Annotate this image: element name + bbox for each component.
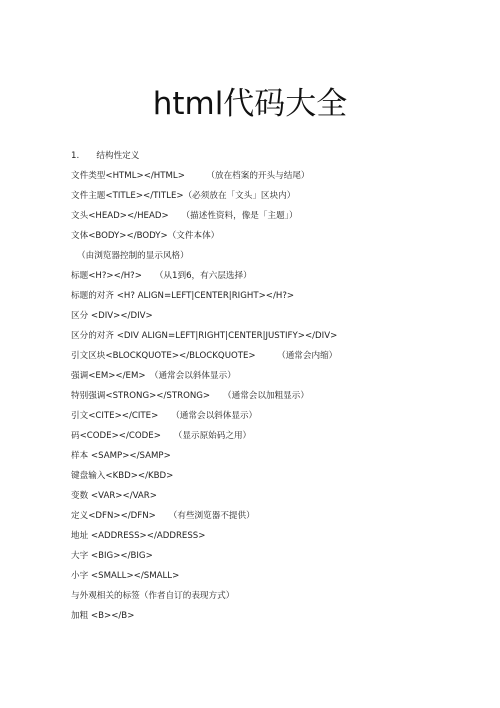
document-title: html代码大全 [152, 86, 348, 122]
text-line: 文件主题<TITLE></TITLE>（必须放在「文头」区块内） [71, 191, 296, 201]
text-line: 特别强调<STRONG></STRONG> （通常会以加粗显示） [71, 391, 309, 401]
text-line: 引文<CITE></CITE> （通常会以斜体显示） [71, 411, 258, 421]
text-line: 区分 <DIV></DIV> [71, 311, 153, 321]
text-line: 变数 <VAR></VAR> [71, 491, 157, 501]
section-heading: 1. 结构性定义 [71, 151, 140, 161]
text-line: 定义<DFN></DFN> （有些浏览器不提供） [71, 511, 255, 521]
text-line: 样本 <SAMP></SAMP> [71, 451, 171, 461]
text-line: 与外观相关的标签（作者自订的表现方式） [71, 591, 235, 601]
text-line: 键盘输入<KBD></KBD> [71, 471, 174, 481]
text-line: 地址 <ADDRESS></ADDRESS> [71, 531, 206, 541]
text-line: 区分的对齐 <DIV ALIGN=LEFT|RIGHT|CENTER|JUSTIFY></DIV> [71, 331, 338, 341]
text-line: 标题的对齐 <H? ALIGN=LEFT|CENTER|RIGHT></H?> [71, 291, 295, 301]
text-line: 标题<H?></H?> （从1到6，有六层选择） [71, 271, 252, 281]
text-line: 加粗 <B></B> [71, 611, 135, 621]
text-line: 文件类型<HTML></HTML> （放在档案的开头与结尾） [71, 171, 310, 181]
text-line: 码<CODE></CODE> （显示原始码之用） [71, 431, 252, 441]
text-line: 文头<HEAD></HEAD> （描述性资料，像是「主题」） [71, 211, 298, 221]
text-line: 大字 <BIG></BIG> [71, 551, 153, 561]
text-line: 引文区块<BLOCKQUOTE></BLOCKQUOTE> （通常会内缩） [71, 351, 338, 361]
text-line: 强调<EM></EM> （通常会以斜体显示） [71, 371, 236, 381]
text-line: （由浏览器控制的显示风格） [77, 251, 189, 261]
text-line: 小字 <SMALL></SMALL> [71, 571, 180, 581]
text-line: 文体<BODY></BODY>（文件本体） [71, 231, 220, 241]
